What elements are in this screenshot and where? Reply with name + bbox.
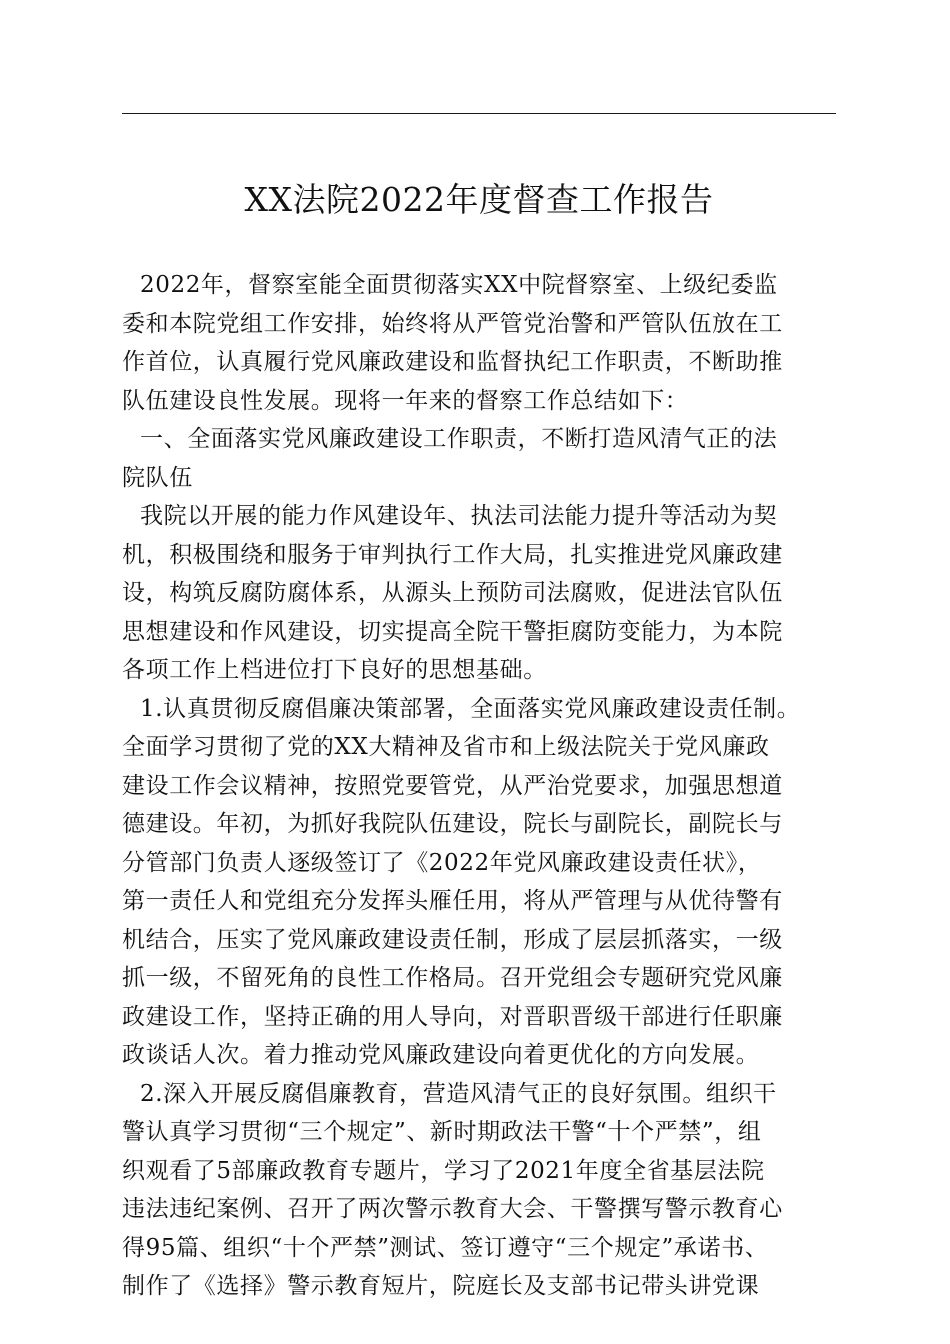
paragraph-line: 得95篇、组织“十个严禁”测试、签订遵守“三个规定”承诺书、: [122, 1234, 769, 1261]
paragraph-line: 德建设。年初，为抓好我院队伍建设，院长与副院长，副院长与: [122, 811, 783, 837]
paragraph-line: 政谈话人次。着力推动党风廉政建设向着更优化的方向发展。: [122, 1042, 760, 1068]
paragraph-line: 建设工作会议精神，按照党要管党，从严治党要求，加强思想道: [122, 772, 783, 799]
paragraph-line: 各项工作上档进位打下良好的思想基础。: [122, 657, 547, 683]
paragraph-line: 思想建设和作风建设，切实提高全院干警拒腐防变能力，为本院: [122, 618, 783, 645]
paragraph-line: 作首位，认真履行党风廉政建设和监督执纪工作职责，不断助推: [122, 349, 783, 375]
paragraph-line: 2.深入开展反腐倡廉教育，营造风清气正的良好氛围。组织干: [140, 1080, 777, 1107]
paragraph-line: 全面学习贯彻了党的XX大精神及省市和上级法院关于党风廉政: [122, 734, 770, 760]
paragraph-line: 第一责任人和党组充分发挥头雁任用，将从严管理与从优待警有: [122, 888, 783, 914]
document-title: XX法院2022年度督查工作报告: [244, 180, 714, 219]
header-rule: [122, 113, 836, 114]
paragraph-line: 委和本院党组工作安排，始终将从严管党治警和严管队伍放在工: [122, 310, 783, 337]
paragraph-line: 队伍建设良性发展。现将一年来的督察工作总结如下：: [122, 387, 689, 414]
paragraph-line: 2022年，督察室能全面贯彻落实XX中院督察室、上级纪委监: [140, 272, 778, 298]
paragraph-line: 制作了《选择》警示教育短片，院庭长及支部书记带头讲党课: [122, 1273, 760, 1299]
paragraph-line: 抓一级，不留死角的良性工作格局。召开党组会专题研究党风廉: [122, 965, 783, 991]
section-heading-line: 一、全面落实党风廉政建设工作职责，不断打造风清气正的法: [140, 426, 778, 452]
document-body: [122, 266, 842, 1306]
section-heading-line: 院队伍: [122, 464, 193, 491]
paragraph-line: 织观看了5部廉政教育专题片，学习了2021年度全省基层法院: [122, 1157, 765, 1184]
paragraph-line: 分管部门负责人逐级签订了《2022年党风廉政建设责任状》，: [122, 849, 762, 876]
paragraph-line: 违法违纪案例、召开了两次警示教育大会、干警撰写警示教育心: [122, 1196, 783, 1222]
paragraph-line: 政建设工作，坚持正确的用人导向，对晋职晋级干部进行任职廉: [122, 1003, 783, 1030]
paragraph-line: 机，积极围绕和服务于审判执行工作大局，扎实推进党风廉政建: [122, 541, 783, 568]
paragraph-line: 警认真学习贯彻“三个规定”、新时期政法干警“十个严禁”，组: [122, 1119, 762, 1145]
paragraph-line: 我院以开展的能力作风建设年、执法司法能力提升等活动为契: [140, 503, 778, 529]
paragraph-line: 1.认真贯彻反腐倡廉决策部署，全面落实党风廉政建设责任制。: [140, 695, 801, 722]
paragraph-line: 机结合，压实了党风廉政建设责任制，形成了层层抓落实，一级: [122, 926, 783, 953]
paragraph-line: 设，构筑反腐防腐体系，从源头上预防司法腐败，促进法官队伍: [122, 580, 783, 606]
